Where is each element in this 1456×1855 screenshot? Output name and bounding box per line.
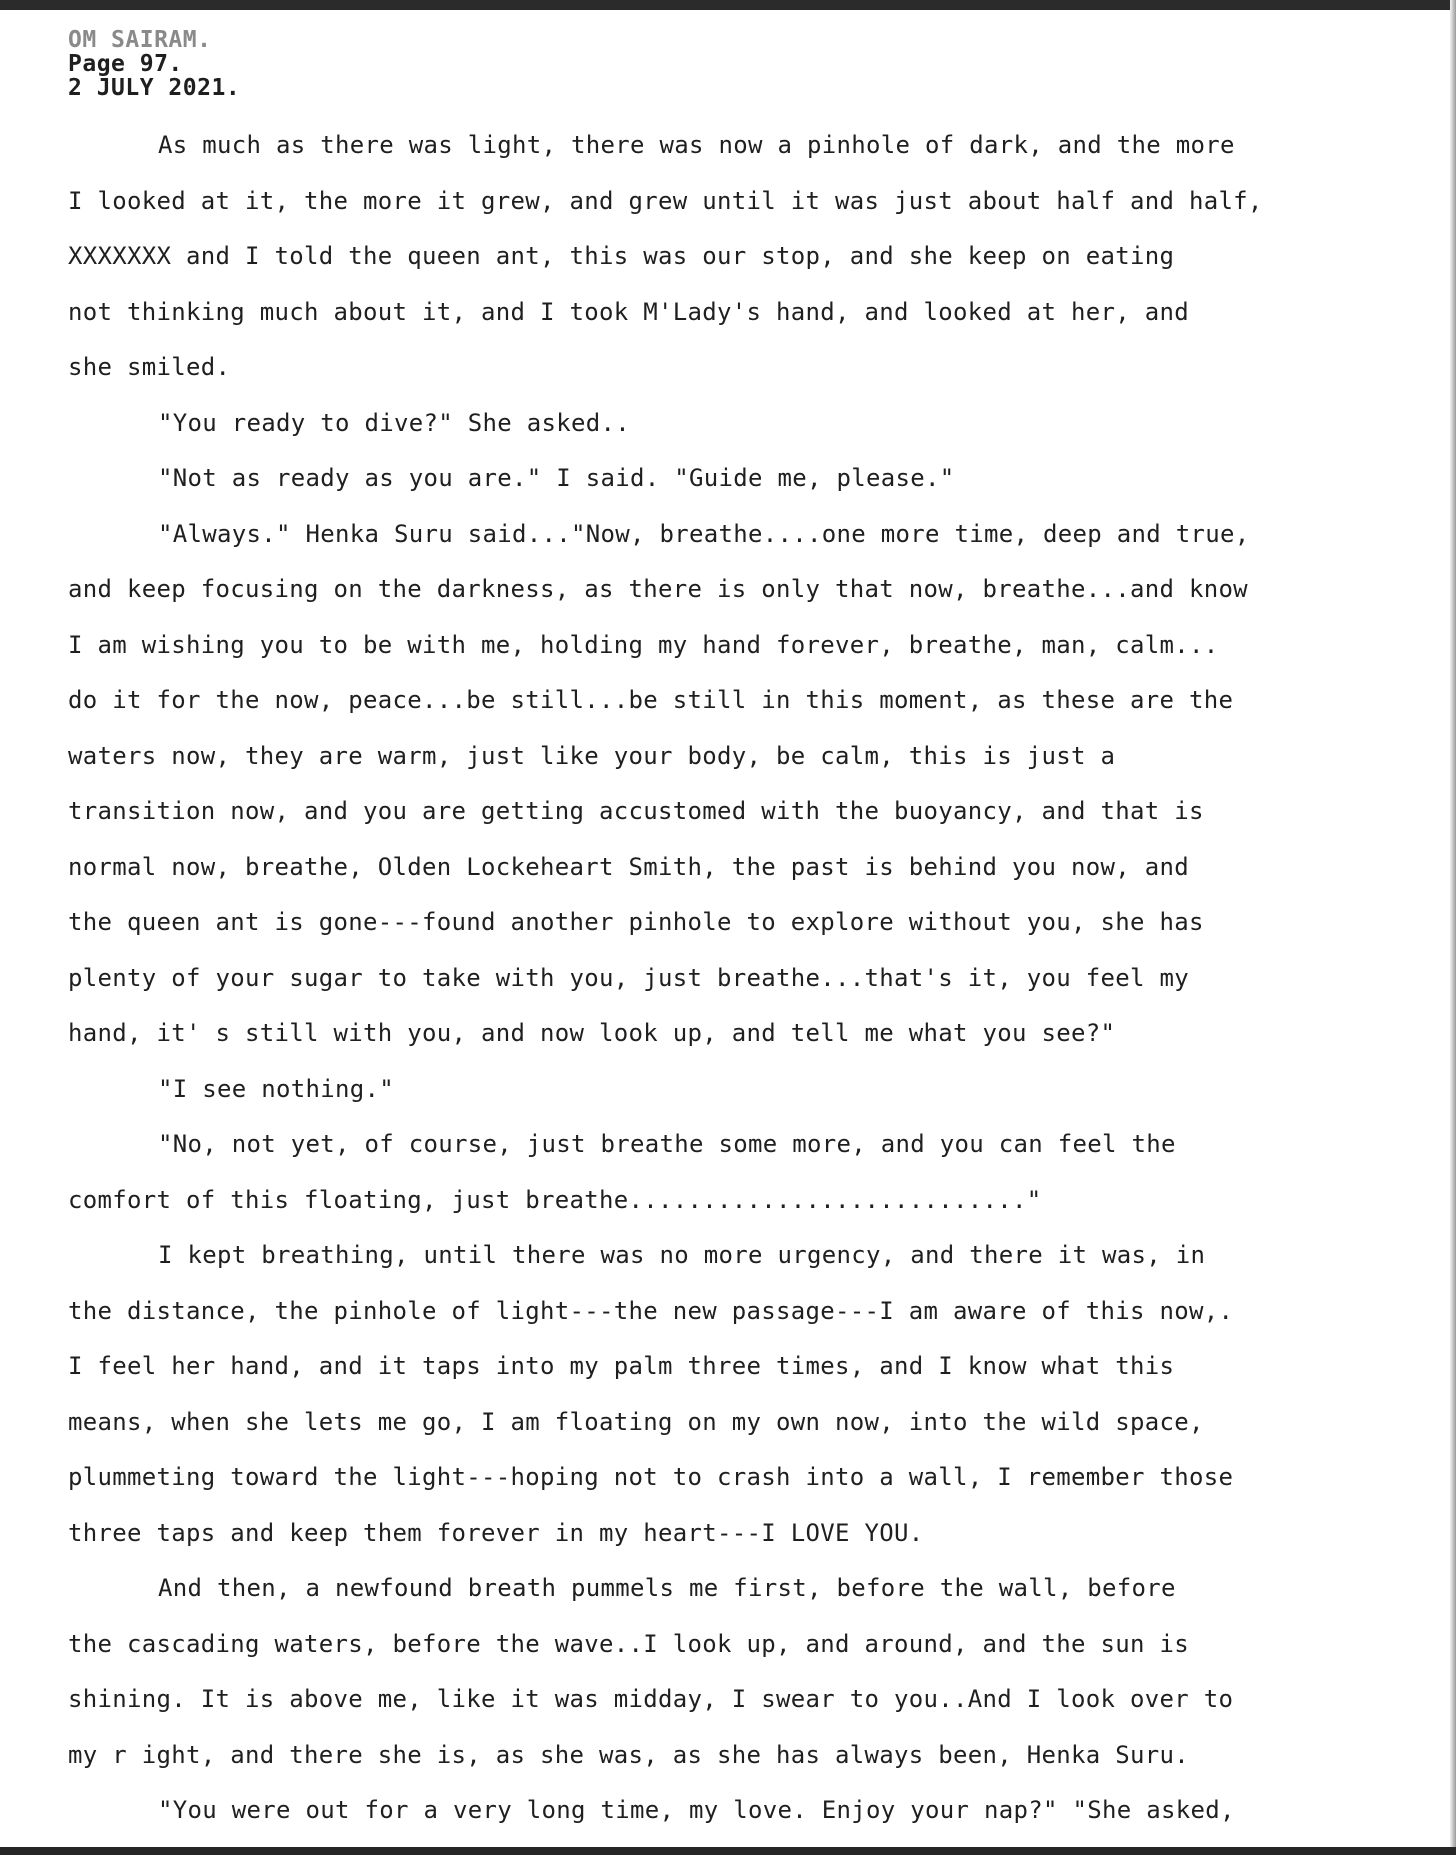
text-line: she smiled. (68, 353, 231, 381)
text-line: the cascading waters, before the wave..I look up, and around, and the sun is (68, 1629, 1189, 1658)
text-line: and keep focusing on the darkness, as there is only that now, breathe...and know (68, 575, 1248, 603)
text-line: I feel her hand, and it taps into my palm three times, and I know what this (68, 1352, 1175, 1380)
text-line: plummeting toward the light---hoping not to crash into a wall, I remember those (68, 1463, 1234, 1491)
text-line: comfort of this floating, just breathe..........................." (68, 1185, 1042, 1214)
text-line: means, when she lets me go, I am floating on my own now, into the wild space, (68, 1407, 1204, 1436)
text-line: transition now, and you are getting accustomed with the buoyancy, and that is (68, 797, 1204, 825)
text-line: three taps and keep them forever in my heart---I LOVE YOU. (68, 1518, 924, 1547)
text-line: "You were out for a very long time, my love. Enjoy your nap?" "She asked, (158, 1796, 1235, 1824)
text-line: "Always." Henka Suru said..."Now, breathe....one more time, deep and true, (158, 519, 1250, 548)
text-line: plenty of your sugar to take with you, just breathe...that's it, you feel my (68, 963, 1189, 992)
scan-edge-top (0, 0, 1456, 10)
text-line: "You ready to dive?" She asked.. (158, 408, 630, 437)
text-line: waters now, they are warm, just like your body, be calm, this is just a (68, 741, 1116, 770)
page-header (68, 28, 1418, 100)
text-line: the queen ant is gone---found another pinhole to explore without you, she has (68, 908, 1204, 936)
typewritten-page (68, 28, 1418, 1839)
text-line: shining. It is above me, like it was midday, I swear to you..And I look over to (68, 1685, 1234, 1713)
text-line: As much as there was light, there was now a pinhole of dark, and the more (158, 131, 1235, 159)
scan-edge-right (1450, 0, 1456, 1855)
text-line: I kept breathing, until there was no more urgency, and there it was, in (158, 1241, 1206, 1269)
body-text (68, 118, 1418, 1839)
text-line: the distance, the pinhole of light---the new passage---I am aware of this now,. (68, 1296, 1234, 1325)
scan-edge-bottom (0, 1847, 1456, 1855)
text-line: hand, it' s still with you, and now look up, and tell me what you see?" (68, 1019, 1116, 1047)
text-line: "I see nothing." (158, 1074, 394, 1103)
text-line: normal now, breathe, Olden Lockeheart Smith, the past is behind you now, and (68, 852, 1189, 881)
text-line: my r ight, and there she is, as she was, as she has always been, Henka Suru. (68, 1740, 1189, 1769)
text-line: not thinking much about it, and I took M'Lady's hand, and looked at her, and (68, 297, 1189, 326)
text-line: "Not as ready as you are." I said. "Guide me, please." (158, 464, 955, 492)
text-line: do it for the now, peace...be still...be still in this moment, as these are the (68, 686, 1234, 714)
text-line: I looked at it, the more it grew, and grew until it was just about half and half, (68, 186, 1263, 215)
text-line: And then, a newfound breath pummels me first, before the wall, before (158, 1574, 1176, 1602)
text-line: "No, not yet, of course, just breathe some more, and you can feel the (158, 1130, 1176, 1158)
header-greeting: OM SAIRAM. (68, 27, 212, 53)
header-page-number: Page 97. (68, 51, 183, 77)
text-line: XXXXXXX and I told the queen ant, this was our stop, and she keep on eating (68, 242, 1175, 270)
header-date: 2 JULY 2021. (68, 75, 241, 101)
text-line: I am wishing you to be with me, holding my hand forever, breathe, man, calm... (68, 630, 1219, 659)
